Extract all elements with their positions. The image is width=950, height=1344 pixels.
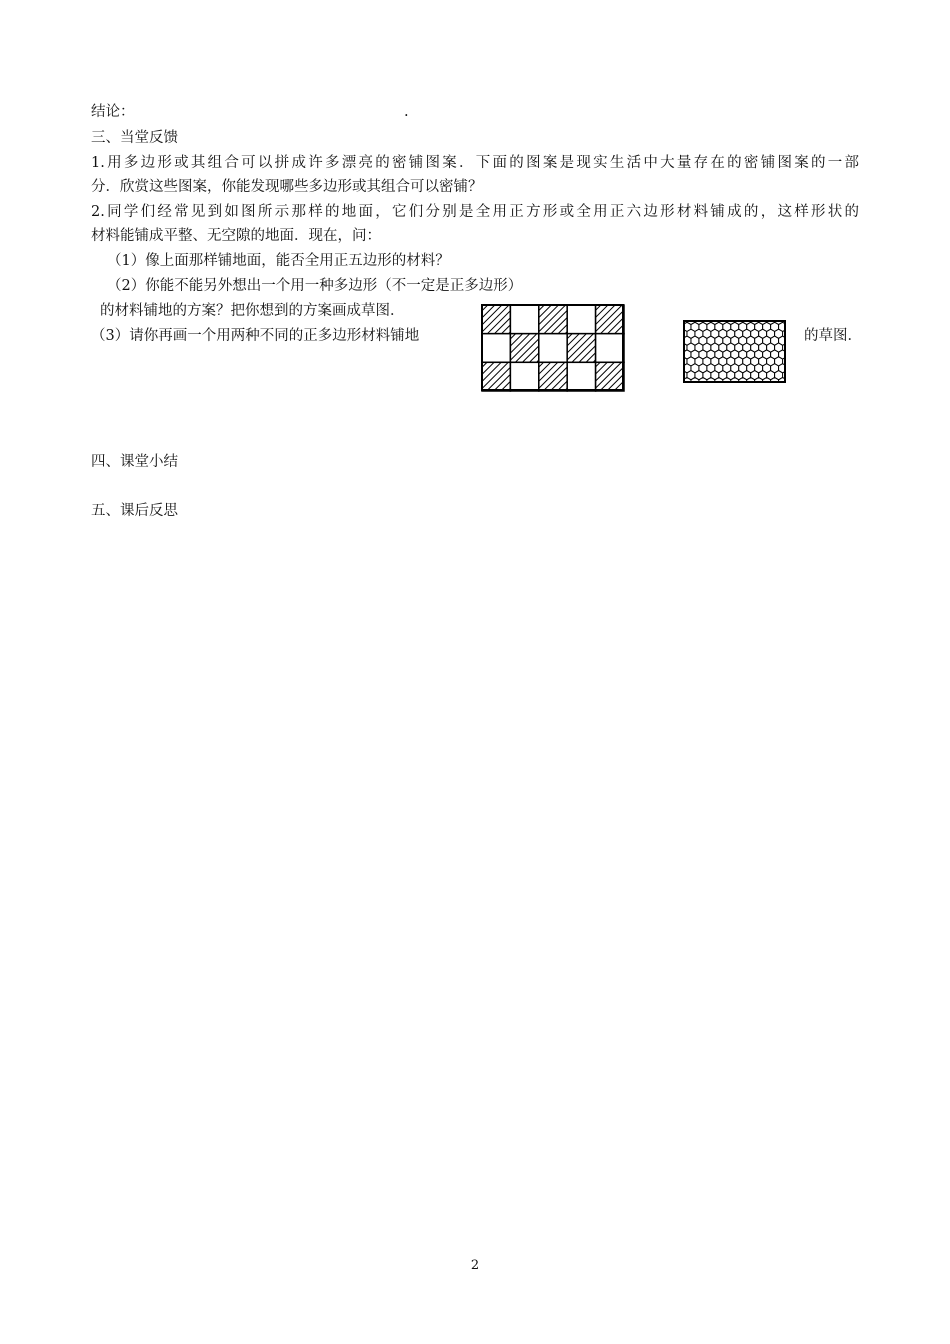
hatched-square-tile xyxy=(539,305,567,334)
plain-square-tile xyxy=(510,305,538,334)
hatched-square-tile xyxy=(539,362,567,391)
subquestion2-line1: （2）你能不能另外想出一个用一种多边形（不一定是正多边形） xyxy=(107,278,523,294)
hatched-square-tile xyxy=(567,334,595,363)
square-tiling-figure xyxy=(481,304,625,392)
section4-heading: 四、课堂小结 xyxy=(91,454,178,470)
subquestion1: （1）像上面那样铺地面，能否全用正五边形的材料？ xyxy=(107,253,450,269)
hatched-square-tile xyxy=(596,362,624,391)
plain-square-tile xyxy=(567,305,595,334)
question2-line1: 2.同学们经常见到如图所示那样的地面，它们分别是全用正方形或全用正六边形材料铺成的，这样形状的 xyxy=(91,204,859,220)
plain-square-tile xyxy=(596,334,624,363)
plain-square-tile xyxy=(539,334,567,363)
question1-line1: 1.用多边形或其组合可以拼成许多漂亮的密铺图案．下面的图案是现实生活中大量存在的密铺图案的一部 xyxy=(91,155,859,171)
hatched-square-tile xyxy=(596,305,624,334)
plain-square-tile xyxy=(482,334,510,363)
conclusion-label: 结论： xyxy=(91,104,135,120)
question2-line2: 材料能铺成平整、无空隙的地面．现在，问： xyxy=(91,228,381,244)
hatched-square-tile xyxy=(482,362,510,391)
section5-heading: 五、课后反思 xyxy=(91,503,178,519)
subquestion3-part2: 的草图． xyxy=(804,328,862,344)
conclusion-period: . xyxy=(404,104,409,120)
plain-square-tile xyxy=(510,362,538,391)
subquestion2-line2: 的材料铺地的方案？把你想到的方案画成草图． xyxy=(100,303,405,319)
hexagon-tiling-figure xyxy=(683,320,787,384)
hatched-square-tile xyxy=(510,334,538,363)
plain-square-tile xyxy=(567,362,595,391)
question1-line2: 分．欣赏这些图案，你能发现哪些多边形或其组合可以密铺？ xyxy=(91,179,483,195)
hatched-square-tile xyxy=(482,305,510,334)
subquestion3-part1: （3）请你再画一个用两种不同的正多边形材料铺地 xyxy=(91,328,420,344)
section3-heading: 三、当堂反馈 xyxy=(91,130,178,146)
page-number: 2 xyxy=(470,1258,480,1273)
